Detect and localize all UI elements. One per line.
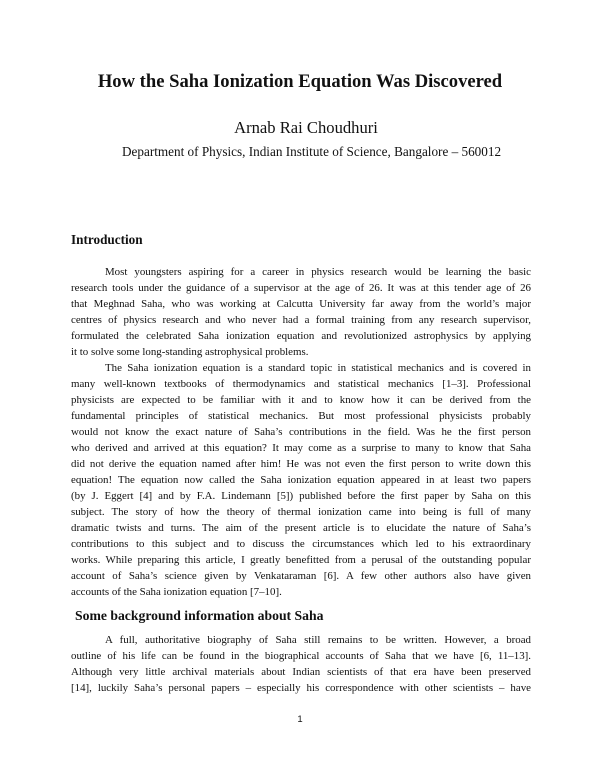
text-line: physicists are expected to be familiar with it and to know how it can be derived from the [71, 394, 531, 406]
text-line: that Meghnad Saha, who was working at Calcutta University far away from the world’s major [71, 298, 531, 310]
text-line: outline of his life can be found in the biographical accounts of Saha that we have [6, 11–13]. [71, 650, 531, 662]
text-line: research tools under the guidance of a supervisor at the age of 26. It was at this tender age of 26 [71, 282, 531, 294]
text-line: [14], luckily Saha’s personal papers – especially his correspondence with other scientists – have [71, 682, 531, 694]
text-line: equation! The equation now called the Saha ionization equation appeared in at least two papers [71, 474, 531, 486]
text-line: would not know the exact nature of Saha’s contributions in the field. Was he the first person [71, 426, 531, 438]
text-line: Most youngsters aspiring for a career in physics research would be learning the basic [105, 266, 531, 278]
text-line: account of Saha’s science given by Venkataraman [6]. A few other authors also have given [71, 570, 531, 582]
text-line: accounts of the Saha ionization equation [7–10]. [71, 586, 282, 598]
text-line: formulated the celebrated Saha ionization equation and revolutionized astrophysics by applying [71, 330, 531, 342]
text-line: who derived and arrived at this equation? It may come as a surprise to many to know that Saha [71, 442, 531, 454]
text-line: it to solve some long-standing astrophysical problems. [71, 346, 309, 358]
section-heading-background: Some background information about Saha [75, 608, 324, 623]
text-line: many well-known textbooks of thermodynamics and statistical mechanics [1–3]. Professional [71, 378, 531, 390]
text-line: (by J. Eggert [4] and by F.A. Lindemann [5]) published before the first paper by Saha on this [71, 490, 531, 502]
text-line: centres of physics research and who never had a formal training from any research supervisor, [71, 314, 531, 326]
paper-title: How the Saha Ionization Equation Was Discovered [97, 71, 503, 92]
section-heading-introduction: Introduction [71, 232, 143, 247]
author-affiliation: Department of Physics, Indian Institute of Science, Bangalore – 560012 [122, 144, 502, 159]
page-number: 1 [297, 714, 303, 725]
text-line: did not derive the equation named after him! He was not even the first person to write down this [71, 458, 531, 470]
text-line: A full, authoritative biography of Saha still remains to be written. However, a broad [105, 634, 531, 646]
author-name: Arnab Rai Choudhuri [234, 118, 378, 137]
text-line: works. While preparing this article, I greatly benefitted from a perusal of the outstanding popular [71, 554, 531, 566]
introduction-paragraph-2 [71, 360, 531, 600]
introduction-paragraph-1 [71, 264, 531, 360]
text-line: contributions to this subject and to discuss the circumstances which led to his extraordinary [71, 538, 531, 550]
text-line: The Saha ionization equation is a standard topic in statistical mechanics and is covered in [105, 362, 531, 374]
text-line: fundamental principles of statistical mechanics. But most professional physicists probably [71, 410, 531, 422]
text-line: dramatic twists and turns. The aim of the present article is to elucidate the nature of Saha’s [71, 522, 531, 534]
text-line: Although very little archival materials about Indian scientists of that era have been preserved [71, 666, 531, 678]
background-paragraph-1 [71, 632, 531, 696]
text-line: subject. The story of how the theory of thermal ionization came into being is full of many [71, 506, 531, 518]
